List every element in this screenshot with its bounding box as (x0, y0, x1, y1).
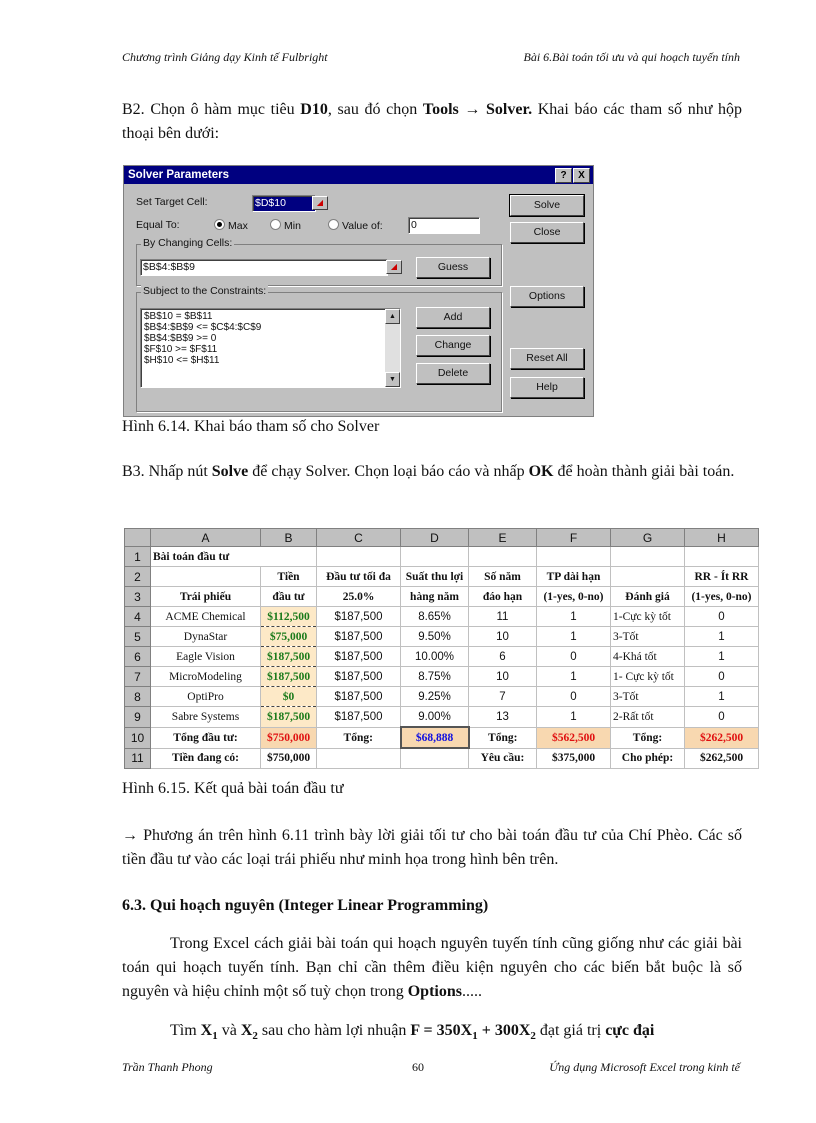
column-header-row (125, 529, 759, 547)
sheet-row-5 (125, 627, 759, 647)
rating-cell[interactable]: 2-Rất tốt (611, 707, 685, 728)
footer-page-number: 60 (412, 1060, 424, 1074)
years-cell[interactable]: 7 (469, 687, 537, 707)
investment-cell[interactable]: $187,500 (261, 707, 317, 728)
cell-a11[interactable]: Tiền đang có: (151, 748, 261, 769)
paragraph-conclusion: → Phương án trên hình 6.11 trình bày lời giải tối tư cho bài toán đầu tư của Chí Phèo. Các số tiền đầu tư vào các loại trái phiếu như minh họa trong hình bên trên. (122, 827, 742, 868)
solver-parameters-dialog (123, 165, 594, 417)
row-header[interactable]: 6 (125, 647, 151, 667)
bond-name-cell[interactable]: DynaStar (151, 627, 261, 647)
risk-cell[interactable]: 0 (685, 607, 759, 627)
cell-g10[interactable]: Tổng: (611, 727, 685, 748)
row-header[interactable]: 2 (125, 567, 151, 587)
bond-name-cell[interactable]: MicroModeling (151, 667, 261, 687)
row-header[interactable]: 10 (125, 727, 151, 748)
max-investment-cell[interactable]: $187,500 (317, 667, 401, 687)
sheet-row-3 (125, 587, 759, 607)
investment-result-sheet (124, 528, 759, 769)
sheet-row-6 (125, 647, 759, 667)
sheet-row-9 (125, 707, 759, 728)
target-cell-d10[interactable]: $68,888 (401, 727, 469, 748)
subject-label: Subject to the Constraints: (143, 285, 267, 297)
cell-h11[interactable]: $262,500 (685, 748, 759, 769)
sheet-row-11 (125, 748, 759, 769)
paragraph-b2: B2. Chọn ô hàm mục tiêu D10, sau đó chọn Tools → Solver. Khai báo các tham số như hộp thoại bên dưới: (122, 101, 743, 142)
radio-value-of-label: Value of: (342, 220, 383, 232)
header-left: Chương trình Giảng dạy Kinh tế Fulbright (122, 50, 328, 64)
cell-d3[interactable]: hàng năm (401, 587, 469, 607)
equal-to-label: Equal To: (136, 219, 180, 231)
cell-e3[interactable]: đáo hạn (469, 587, 537, 607)
yield-cell[interactable]: 8.75% (401, 667, 469, 687)
corner-cell[interactable] (125, 529, 151, 547)
longterm-cell[interactable]: 1 (537, 707, 611, 728)
max-investment-cell[interactable]: $187,500 (317, 627, 401, 647)
cell-h3[interactable]: (1-yes, 0-no) (685, 587, 759, 607)
close-button[interactable]: Close (510, 222, 584, 243)
caption-6-14: Hình 6.14. Khai báo tham số cho Solver (122, 418, 380, 435)
years-cell[interactable]: 10 (469, 627, 537, 647)
cell[interactable] (151, 567, 261, 587)
scroll-up-icon[interactable]: ▲ (385, 309, 400, 324)
col-header[interactable]: B (261, 529, 317, 547)
constraint-item[interactable]: $H$10 <= $H$11 (144, 355, 220, 366)
cell-e2[interactable]: Số năm (469, 567, 537, 587)
radio-max-label: Max (228, 220, 248, 232)
row-header[interactable]: 4 (125, 607, 151, 627)
cell-a1[interactable]: Bài toán đầu tư (151, 547, 317, 567)
close-x-icon[interactable]: X (573, 168, 590, 183)
cell-f2[interactable]: TP dài hạn (537, 567, 611, 587)
yield-cell[interactable]: 8.65% (401, 607, 469, 627)
paragraph-objective: Tìm $X_1$ và $X_2$ sau cho hàm lợi nhuận $F = 350X_1 + 300X_2$ đạt giá trị cực đại (170, 1022, 655, 1043)
radio-value-of[interactable] (328, 219, 383, 232)
cell-c3[interactable]: 25.0% (317, 587, 401, 607)
rating-cell[interactable]: 3-Tốt (611, 627, 685, 647)
yield-cell[interactable]: 9.25% (401, 687, 469, 707)
value-of-input[interactable]: 0 (408, 217, 480, 234)
options-button[interactable]: Options (510, 286, 584, 307)
row-header[interactable]: 7 (125, 667, 151, 687)
cell-e10[interactable]: Tổng: (469, 727, 537, 748)
longterm-cell[interactable]: 1 (537, 607, 611, 627)
col-header[interactable]: E (469, 529, 537, 547)
cell-d2[interactable]: Suất thu lợi (401, 567, 469, 587)
cell-a10[interactable]: Tổng đầu tư: (151, 727, 261, 748)
col-header[interactable]: F (537, 529, 611, 547)
cell-g3[interactable]: Đánh giá (611, 587, 685, 607)
dialog-titlebar (124, 166, 593, 184)
cell[interactable] (611, 567, 685, 587)
radio-min-dot (270, 219, 281, 230)
rating-cell[interactable]: 3-Tốt (611, 687, 685, 707)
bond-name-cell[interactable]: Sabre Systems (151, 707, 261, 728)
radio-max[interactable] (214, 219, 248, 232)
col-header[interactable]: G (611, 529, 685, 547)
cell[interactable] (401, 547, 469, 567)
cell-b11[interactable]: $750,000 (261, 748, 317, 769)
yield-cell[interactable]: 9.50% (401, 627, 469, 647)
years-cell[interactable]: 13 (469, 707, 537, 728)
footer-right: Ứng dụng Microsoft Excel trong kinh tế (549, 1060, 740, 1074)
constraint-item[interactable]: $F$10 >= $F$11 (144, 344, 218, 355)
collapse-changing-icon[interactable]: ◢ (386, 260, 402, 274)
radio-min[interactable] (270, 219, 301, 232)
cell[interactable] (469, 547, 537, 567)
total-investment-cell[interactable]: $750,000 (261, 727, 317, 748)
cell[interactable] (401, 748, 469, 769)
rating-cell[interactable]: 4-Khá tốt (611, 647, 685, 667)
cell-e11[interactable]: Yêu cầu: (469, 748, 537, 769)
investment-cell[interactable]: $187,500 (261, 647, 317, 667)
set-target-label: Set Target Cell: (136, 196, 208, 208)
cell-a3[interactable]: Trái phiếu (151, 587, 261, 607)
row-header[interactable]: 3 (125, 587, 151, 607)
cell-f3[interactable]: (1-yes, 0-no) (537, 587, 611, 607)
arrow-icon: → (122, 827, 138, 844)
cell-b3[interactable]: đầu tư (261, 587, 317, 607)
investment-cell[interactable]: $75,000 (261, 627, 317, 647)
investment-cell[interactable]: $112,500 (261, 607, 317, 627)
cell-b2[interactable]: Tiền (261, 567, 317, 587)
caption-6-15: Hình 6.15. Kết quả bài toán đầu tư (122, 780, 344, 797)
paragraph-b3: B3. Nhấp nút Solve để chạy Solver. Chọn loại báo cáo và nhấp OK để hoàn thành giải bài toán. (122, 463, 735, 480)
longterm-cell[interactable]: 0 (537, 647, 611, 667)
longterm-cell[interactable]: 0 (537, 687, 611, 707)
cell-c10[interactable]: Tổng: (317, 727, 401, 748)
investment-cell[interactable]: $187,500 (261, 667, 317, 687)
dialog-title: Solver Parameters (128, 169, 230, 181)
change-button[interactable]: Change (416, 335, 490, 356)
sheet-row-1 (125, 547, 759, 567)
total-longterm-cell[interactable]: $562,500 (537, 727, 611, 748)
radio-value-of-dot (328, 219, 339, 230)
constraint-item[interactable]: $B$4:$B$9 >= 0 (144, 333, 217, 344)
investment-cell[interactable]: $0 (261, 687, 317, 707)
set-target-input[interactable]: $D$10 (252, 195, 316, 212)
solve-button[interactable]: Solve (510, 195, 584, 216)
bond-name-cell[interactable]: ACME Chemical (151, 607, 261, 627)
row-header[interactable]: 8 (125, 687, 151, 707)
bond-name-cell[interactable]: OptiPro (151, 687, 261, 707)
cell-h2[interactable]: RR - Ít RR (685, 567, 759, 587)
changing-cells-input[interactable]: $B$4:$B$9 (140, 259, 388, 276)
sheet-row-7 (125, 667, 759, 687)
constraints-scrollbar[interactable] (385, 309, 400, 387)
years-cell[interactable]: 10 (469, 667, 537, 687)
max-investment-cell[interactable]: $187,500 (317, 707, 401, 728)
header-right: Bài 6.Bài toán tối ưu và qui hoạch tuyến tính (523, 50, 740, 64)
guess-button[interactable]: Guess (416, 257, 490, 278)
years-cell[interactable]: 6 (469, 647, 537, 667)
max-investment-cell[interactable]: $187,500 (317, 687, 401, 707)
col-header[interactable]: C (317, 529, 401, 547)
help-button[interactable]: Help (510, 377, 584, 398)
bond-name-cell[interactable]: Eagle Vision (151, 647, 261, 667)
radio-min-label: Min (284, 220, 301, 232)
constraints-list[interactable] (140, 308, 401, 388)
risk-cell[interactable]: 0 (685, 667, 759, 687)
cell[interactable] (317, 748, 401, 769)
scroll-down-icon[interactable]: ▼ (385, 372, 400, 387)
total-risk-cell[interactable]: $262,500 (685, 727, 759, 748)
rating-cell[interactable]: 1-Cực kỳ tốt (611, 607, 685, 627)
risk-cell[interactable]: 0 (685, 707, 759, 728)
col-header[interactable]: H (685, 529, 759, 547)
footer-left: Trần Thanh Phong (122, 1060, 213, 1074)
rating-cell[interactable]: 1- Cực kỳ tốt (611, 667, 685, 687)
row-header[interactable]: 1 (125, 547, 151, 567)
cell[interactable] (537, 547, 611, 567)
help-question-icon[interactable]: ? (555, 168, 572, 183)
constraint-item[interactable]: $B$10 = $B$11 (144, 311, 213, 322)
row-header[interactable]: 11 (125, 748, 151, 769)
risk-cell[interactable]: 1 (685, 687, 759, 707)
col-header[interactable]: A (151, 529, 261, 547)
cell-c2[interactable]: Đầu tư tối đa (317, 567, 401, 587)
delete-button[interactable]: Delete (416, 363, 490, 384)
max-investment-cell[interactable]: $187,500 (317, 607, 401, 627)
paragraph-integer: Trong Excel cách giải bài toán qui hoạch nguyên tuyến tính cũng giống như các giải bài toán qui hoạch tuyến tính. Bạn chỉ cần thêm điều kiện nguyên cho các biến bắt buộc là số nguyên và hiệu chỉnh một số tuỳ chọn trong Options..... (122, 935, 742, 1000)
longterm-cell[interactable]: 1 (537, 627, 611, 647)
add-button[interactable]: Add (416, 307, 490, 328)
yield-cell[interactable]: 9.00% (401, 707, 469, 728)
radio-max-dot (214, 219, 225, 230)
cell-f11[interactable]: $375,000 (537, 748, 611, 769)
constraint-item[interactable]: $B$4:$B$9 <= $C$4:$C$9 (144, 322, 262, 333)
sheet-row-4 (125, 607, 759, 627)
row-header[interactable]: 5 (125, 627, 151, 647)
collapse-dialog-icon[interactable]: ◢ (312, 196, 328, 210)
by-changing-label: By Changing Cells: (143, 237, 233, 249)
cell[interactable] (611, 547, 685, 567)
reset-all-button[interactable]: Reset All (510, 348, 584, 369)
risk-cell[interactable]: 1 (685, 627, 759, 647)
col-header[interactable]: D (401, 529, 469, 547)
cell[interactable] (317, 547, 401, 567)
yield-cell[interactable]: 10.00% (401, 647, 469, 667)
max-investment-cell[interactable]: $187,500 (317, 647, 401, 667)
sheet-row-8 (125, 687, 759, 707)
sheet-row-10 (125, 727, 759, 748)
risk-cell[interactable]: 1 (685, 647, 759, 667)
cell[interactable] (685, 547, 759, 567)
years-cell[interactable]: 11 (469, 607, 537, 627)
section-heading-6-3: 6.3. Qui hoạch nguyên (Integer Linear Programming) (122, 897, 489, 914)
cell-g11[interactable]: Cho phép: (611, 748, 685, 769)
row-header[interactable]: 9 (125, 707, 151, 728)
sheet-row-2 (125, 567, 759, 587)
longterm-cell[interactable]: 1 (537, 667, 611, 687)
